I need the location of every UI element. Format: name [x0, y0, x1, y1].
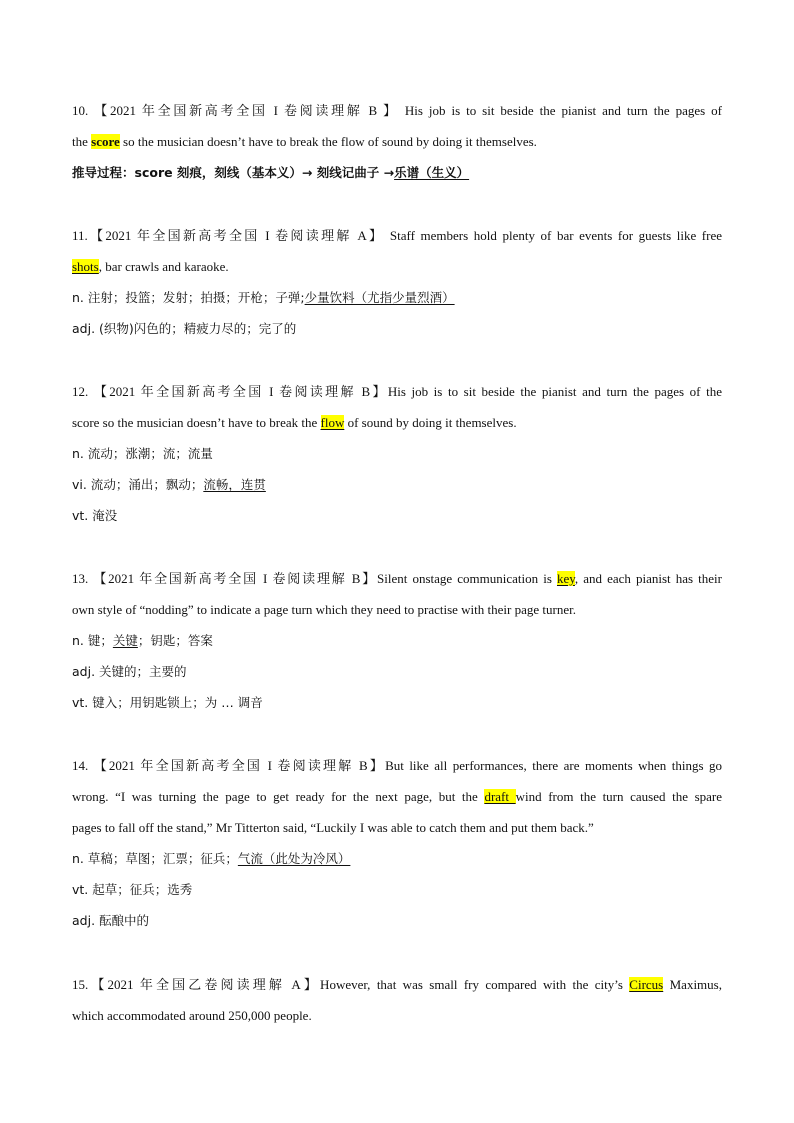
text-run: vt. 淹没 [72, 508, 118, 523]
text-run: 关键 [112, 633, 138, 648]
text-run: so the musician doesn’t have to break the flow of sound by doing it themselves. [119, 134, 537, 149]
entry-10 [72, 95, 722, 188]
sentence-line [72, 812, 722, 843]
text-run: , and each pianist has their [574, 571, 722, 586]
text-run: adj. (织物)闪色的；精疲力尽的；完了的 [72, 321, 297, 336]
sentence-line [72, 594, 722, 625]
definition-line [72, 843, 722, 874]
text-run: 11.【2021 年全国新高考全国 I 卷阅读理解 A】 Staff members hold plenty of bar events for guests like free [72, 228, 722, 243]
highlighted-keyword: score [91, 134, 120, 149]
definition-line [72, 687, 722, 718]
definition-line [72, 438, 722, 469]
entry-15 [72, 969, 722, 1031]
text-run: 少量饮料（尤指少量烈酒） [304, 290, 455, 305]
entry-12 [72, 376, 722, 531]
sentence-line [72, 220, 722, 251]
text-run: 乐谱（生义） [394, 165, 470, 180]
sentence-line [72, 407, 722, 438]
text-run: wrong. “I was turning the page to get ready for the next page, but the [72, 789, 485, 804]
text-run: ；钥匙；答案 [137, 633, 213, 648]
entry-13 [72, 563, 722, 718]
text-run: of sound by doing it themselves. [344, 415, 517, 430]
highlighted-keyword: draft [484, 789, 516, 804]
highlighted-keyword: flow [320, 415, 345, 430]
sentence-line [72, 251, 722, 282]
definition-line [72, 282, 722, 313]
text-run: n. 流动；涨潮；流；流量 [72, 446, 213, 461]
text-run: vi. 流动；涌出；飘动； [72, 477, 204, 492]
text-run: own style of “nodding” to indicate a page turn which they need to practise with their page turner. [72, 602, 576, 617]
text-run: wind from the turn caused the spare [515, 789, 723, 804]
text-run: the [72, 134, 92, 149]
text-run: adj. 酝酿中的 [72, 913, 150, 928]
text-run: which accommodated around 250,000 people. [72, 1008, 312, 1023]
text-run: n. 注射；投篮；发射；拍摄；开枪；子弹; [72, 290, 305, 305]
text-run: 13. 【2021 年全国新高考全国 I 卷阅读理解 B】Silent onstage communication is [72, 571, 557, 586]
derivation-line [72, 157, 722, 188]
highlighted-keyword: Circus [629, 977, 664, 992]
definition-line [72, 625, 722, 656]
entry-14 [72, 750, 722, 936]
text-run: 气流（此处为冷风） [237, 851, 351, 866]
text-run: 推导过程：score 刻痕，刻线（基本义）→ 刻线记曲子 → [72, 165, 395, 180]
text-run: 12. 【2021 年全国新高考全国 I 卷阅读理解 B】His job is to sit beside the pianist and turn the pages of the [72, 384, 722, 399]
text-run: n. 键； [72, 633, 113, 648]
text-run: , bar crawls and karaoke. [98, 259, 229, 274]
text-run: 流畅，连贯 [203, 477, 266, 492]
highlighted-keyword: shots [72, 259, 99, 274]
sentence-line [72, 563, 722, 594]
highlighted-keyword: key [556, 571, 575, 586]
sentence-line [72, 969, 722, 1000]
sentence-line [72, 1000, 722, 1031]
definition-line [72, 313, 722, 344]
text-run: 10. 【2021 年全国新高考全国 I 卷阅读理解 B 】 His job is to sit beside the pianist and turn the pages of [72, 103, 722, 118]
definition-line [72, 469, 722, 500]
text-run: pages to fall off the stand,” Mr Titterton said, “Luckily I was able to catch them and put them back.” [72, 820, 594, 835]
sentence-line [72, 750, 722, 781]
text-run: 14. 【2021 年全国新高考全国 I 卷阅读理解 B】But like all performances, there are moments when things go [72, 758, 722, 773]
definition-line [72, 874, 722, 905]
sentence-line [72, 781, 722, 812]
entry-11 [72, 220, 722, 344]
text-run: vt. 键入；用钥匙锁上；为 … 调音 [72, 695, 263, 710]
sentence-line [72, 376, 722, 407]
definition-line [72, 656, 722, 687]
text-run: adj. 关键的；主要的 [72, 664, 187, 679]
text-run: n. 草稿；草图；汇票；征兵； [72, 851, 238, 866]
sentence-line [72, 126, 722, 157]
text-run: 15.【2021 年全国乙卷阅读理解 A】However, that was small fry compared with the city’s [72, 977, 630, 992]
sentence-line [72, 95, 722, 126]
definition-line [72, 905, 722, 936]
definition-line [72, 500, 722, 531]
text-run: vt. 起草；征兵；选秀 [72, 882, 193, 897]
text-run: Maximus, [663, 977, 722, 992]
text-run: score so the musician doesn’t have to break the [72, 415, 321, 430]
